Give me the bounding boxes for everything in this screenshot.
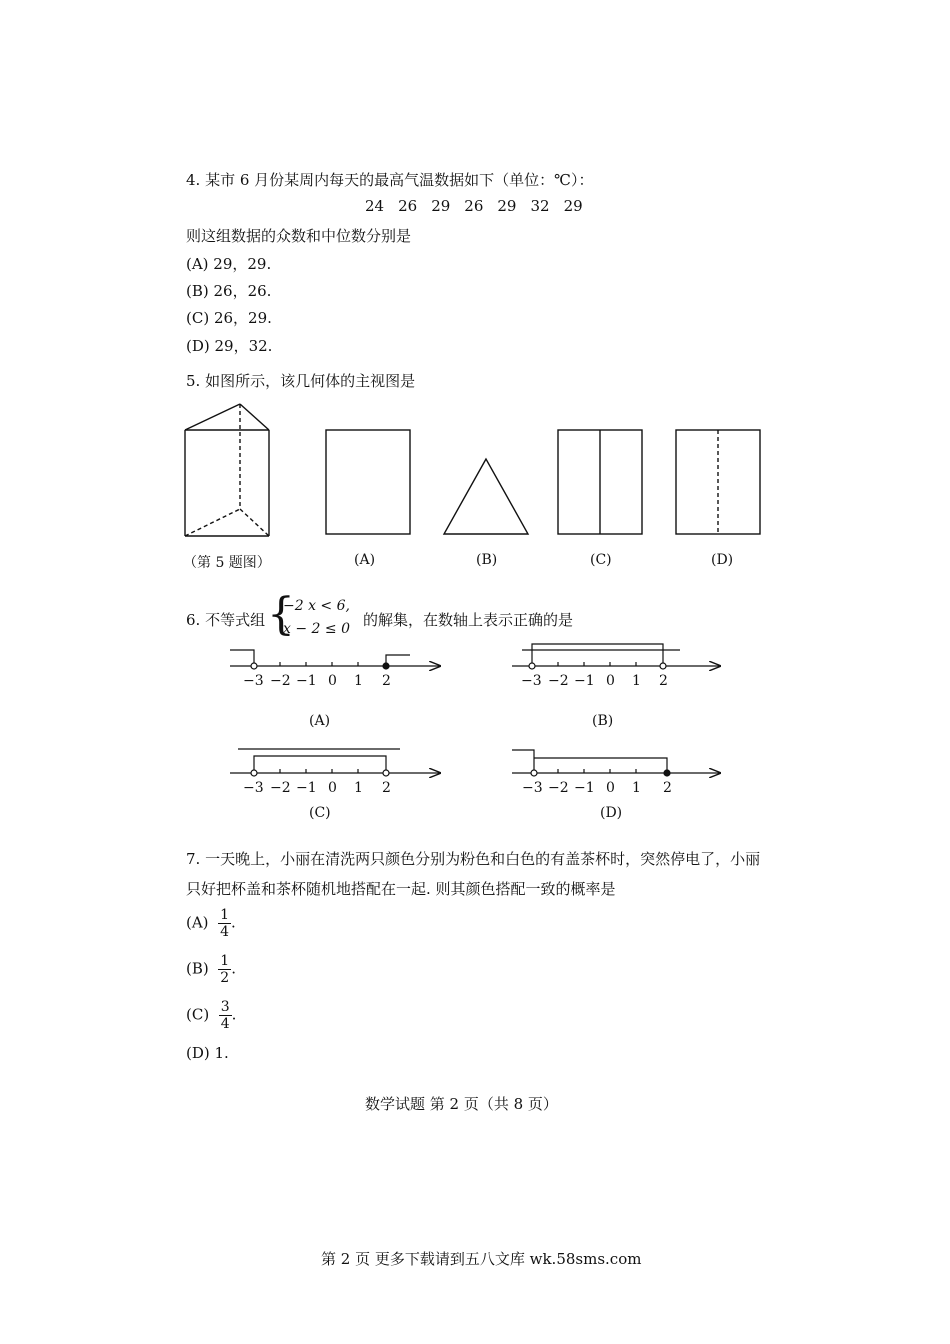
option-label: (B) bbox=[186, 959, 209, 978]
fraction bbox=[219, 999, 232, 1032]
temp-value: 29 bbox=[563, 197, 583, 215]
tick-a-4: 1 bbox=[354, 673, 363, 689]
temp-value: 29 bbox=[431, 197, 451, 215]
q5-label-a: (A) bbox=[354, 552, 376, 568]
q6-label-c: (C) bbox=[309, 805, 331, 821]
q4-question: 则这组数据的众数和中位数分别是 bbox=[186, 227, 412, 245]
tick-d-2: −1 bbox=[574, 780, 595, 796]
fraction bbox=[218, 953, 231, 986]
tick-b-5: 2 bbox=[659, 673, 668, 689]
q7-line-1: 7. 一天晚上，小丽在清洗两只颜色分别为粉色和白色的有盖茶杯时，突然停电了，小丽 bbox=[186, 850, 761, 868]
tick-d-1: −2 bbox=[548, 780, 569, 796]
option-label: (A) bbox=[186, 913, 209, 932]
option-c-figure bbox=[558, 430, 642, 534]
q6-suffix: 的解集，在数轴上表示正确的是 bbox=[363, 611, 574, 629]
site-footer: 第 2 页 更多下载请到五八文库 wk.58sms.com bbox=[321, 1250, 642, 1268]
tick-b-1: −2 bbox=[548, 673, 569, 689]
q6-label-a: (A) bbox=[309, 713, 331, 729]
q5-stem: 5. 如图所示，该几何体的主视图是 bbox=[186, 372, 416, 390]
tick-c-1: −2 bbox=[270, 780, 291, 796]
tick-d-0: −3 bbox=[522, 780, 543, 796]
tick-a-5: 2 bbox=[382, 673, 391, 689]
q7-line-2: 只好把杯盖和茶杯随机地搭配在一起. 则其颜色搭配一致的概率是 bbox=[186, 880, 616, 898]
system-brace: { bbox=[267, 589, 295, 640]
tick-c-3: 0 bbox=[328, 780, 337, 796]
denominator: 4 bbox=[220, 1016, 230, 1032]
q6-label-d: (D) bbox=[600, 805, 623, 821]
tick-b-3: 0 bbox=[606, 673, 615, 689]
denominator: 2 bbox=[220, 970, 230, 986]
q5-figures bbox=[0, 0, 950, 600]
q4-stem: 4. 某市 6 月份某周内每天的最高气温数据如下（单位：℃）： bbox=[186, 171, 594, 189]
tick-a-3: 0 bbox=[328, 673, 337, 689]
fraction bbox=[218, 907, 231, 940]
temp-value: 29 bbox=[497, 197, 517, 215]
q4-option-c: (C) 26，29. bbox=[186, 309, 272, 327]
inequality-2: x − 2 ≤ 0 bbox=[283, 621, 350, 637]
tick-b-0: −3 bbox=[521, 673, 542, 689]
q6-number-lines bbox=[0, 630, 950, 830]
denominator: 4 bbox=[220, 924, 230, 940]
numerator: 1 bbox=[220, 953, 230, 969]
tick-a-0: −3 bbox=[243, 673, 264, 689]
temp-value: 26 bbox=[464, 197, 484, 215]
tick-b-4: 1 bbox=[632, 673, 641, 689]
page-footer: 数学试题 第 2 页（共 8 页） bbox=[365, 1095, 558, 1113]
q7-option-d: (D) 1. bbox=[186, 1044, 229, 1062]
tick-a-1: −2 bbox=[270, 673, 291, 689]
option-label: (C) bbox=[186, 1005, 210, 1024]
tick-c-2: −1 bbox=[296, 780, 317, 796]
temp-value: 24 bbox=[365, 197, 385, 215]
option-b-triangle bbox=[444, 459, 528, 534]
q7-option-b: (B) $\frac{1}{2}$ . bbox=[186, 953, 236, 986]
q4-option-b: (B) 26，26. bbox=[186, 282, 272, 300]
q5-label-d: (D) bbox=[711, 552, 734, 568]
prism-figure bbox=[185, 404, 269, 536]
q7-option-a: (A) $\frac{1}{4}$ . bbox=[186, 907, 236, 940]
q4-option-d: (D) 29，32. bbox=[186, 337, 273, 355]
q5-label-b: (B) bbox=[476, 552, 498, 568]
tick-c-5: 2 bbox=[382, 780, 391, 796]
numerator: 1 bbox=[220, 907, 230, 923]
option-d-figure bbox=[676, 430, 760, 534]
q6-prefix: 6. 不等式组 bbox=[186, 611, 266, 629]
tick-d-5: 2 bbox=[663, 780, 672, 796]
q4-option-a: (A) 29，29. bbox=[186, 255, 272, 273]
q6-label-b: (B) bbox=[592, 713, 614, 729]
number-line-d bbox=[512, 750, 720, 776]
temp-value: 32 bbox=[530, 197, 550, 215]
number-line-b bbox=[512, 644, 720, 669]
number-line-a bbox=[230, 650, 440, 669]
tick-c-4: 1 bbox=[354, 780, 363, 796]
q7-option-c: (C) $\frac{3}{4}$ . bbox=[186, 999, 237, 1032]
tick-c-0: −3 bbox=[243, 780, 264, 796]
number-line-c bbox=[230, 749, 440, 776]
tick-b-2: −1 bbox=[574, 673, 595, 689]
tick-a-2: −1 bbox=[296, 673, 317, 689]
q5-figure-caption: （第 5 题图） bbox=[183, 555, 271, 571]
tick-d-4: 1 bbox=[632, 780, 641, 796]
temp-value: 26 bbox=[398, 197, 418, 215]
option-a-rectangle bbox=[326, 430, 410, 534]
numerator: 3 bbox=[220, 999, 230, 1015]
q5-label-c: (C) bbox=[590, 552, 612, 568]
tick-d-3: 0 bbox=[606, 780, 615, 796]
inequality-1: −2 x < 6, bbox=[283, 598, 350, 614]
